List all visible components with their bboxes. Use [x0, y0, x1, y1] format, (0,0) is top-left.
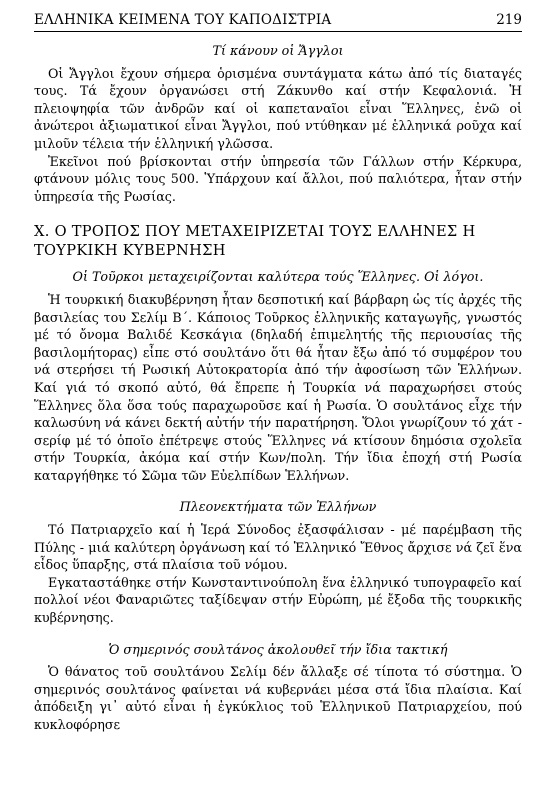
paragraph: Τό Πατριαρχεῖο καί ἡ Ἱερά Σύνοδος ἐξασφάλισαν - μέ παρέμβαση τῆς Πύλης - μιά καλύτερη ὀργάνωση καί τό Ἑλληνικό Ἔθνος ἄρχισε νά ζεῖ ἕνα εἶδος ὕπαρξης, στά πλαίσια τοῦ νόμου. — [34, 522, 522, 573]
spacer — [34, 627, 522, 639]
running-header — [34, 8, 522, 30]
running-title: ΕΛΛΗΝΙΚΑ ΚΕΙΜΕΝΑ ΤΟΥ ΚΑΠΟΔΙΣΤΡΙΑ — [34, 12, 332, 28]
page-number: 219 — [496, 12, 522, 28]
paragraph: Οἱ Ἄγγλοι ἔχουν σήμερα ὁρισμένα συντάγματα κάτω ἀπό τίς διαταγές τους. Τά ἔχουν ὀργανώσει στή Ζάκυνθο καί στήν Κεφαλονιά. Ἡ πλειοψηφία τῶν ἀνδρῶν καί οἱ καπεταναῖοι εἶναι Ἕλληνες, ἐνῶ οἱ ἀνώτεροι ἀξιωματικοί εἶναι Ἄγγλοι, πού ντύθηκαν μέ ἑλληνικά ροῦχα καί μιλοῦν τέλεια τήν ἑλληνική γλῶσσα. — [34, 65, 522, 151]
paragraph: Ἡ τουρκική διακυβέρνηση ἦταν δεσποτική καί βάρβαρη ὡς τίς ἀρχές τῆς βασιλείας του Σελίμ Β΄. Κάποιος Τοῦρκος ἑλληνικῆς καταγωγῆς, γνωστός μέ τό ὄνομα Βαλιδέ Κεσκάγια (δηλαδή ἐπιμελητής τῆς περιουσίας τῆς βασιλομήτορας) εἶπε στό σουλτάνο ὅτι θά ἦταν ἔξω ἀπό τό συμφέρον του νά στερήσει τή Ρωσική Αὐτοκρατορία ἀπό τήν ἀφοσίωση τῶν Ἑλλήνων. Καί γιά τό σκοπό αὐτό, θά ἔπρεπε ἡ Τουρκία νά παραχωρήσει στούς Ἕλληνες ὅλα ὅσα τούς παραχωροῦσε καί ἡ Ρωσία. Ὁ σουλτάνος εἶχε τήν καλωσύνη νά κάνει δεκτή αὐτήν τήν παρατήρηση. Ὅλοι γνωρίζουν τό χάτ - σερίφ μέ τό ὁποῖο ἐπέτρεψε στούς Ἕλληνες νά κτίσουν δημόσια σχολεῖα στήν Τουρκία, ἀκόμα καί στήν Κων/πολη. Τήν ἴδια ἐποχή στή Ρωσία καταργήθηκε τό Σῶμα τῶν Εὐελπίδων Ἑλλήνων. — [34, 291, 522, 483]
book-page — [34, 0, 522, 800]
spacer — [34, 484, 522, 496]
chapter-title: Χ. Ο ΤΡΟΠΟΣ ΠΟΥ ΜΕΤΑΧΕΙΡΙΖΕΤΑΙ ΤΟΥΣ ΕΛΛΗΝΕΣ Η ΤΟΥΡΚΙΚΗ ΚΥΒΕΡΝΗΣΗ — [34, 223, 476, 260]
page-body — [34, 40, 522, 734]
paragraph: Εγκαταστάθηκε στήν Κωνσταντινούπολη ἕνα ἑλληνικό τυπογραφεῖο καί πολλοί νέοι Φαναριῶτες ταξίδεψαν στήν Εὐρώπη, μέ ἔξοδα τῆς τουρκικῆς κυβέρνησης. — [34, 574, 522, 626]
section-heading-advantages: Πλεονεκτήματα τῶν Ἑλλήνων — [179, 499, 377, 515]
section-heading-sultan: Ὁ σημερινός σουλτάνος ἀκολουθεῖ τήν ἴδια τακτική — [108, 641, 448, 657]
section-heading-turks: Οἱ Τοῦρκοι μεταχειρίζονται καλύτερα τούς Ἕλληνες. Οἱ λόγοι. — [72, 269, 484, 285]
paragraph: Ὁ θάνατος τοῦ σουλτάνου Σελίμ δέν ἄλλαξε σέ τίποτα τό σύστημα. Ὁ σημερινός σουλτάνος φαίνεται νά κυβερνάει μέσα στά ἴδια πλαίσια. Καί ἀπόδειξη γι᾽ αὐτό εἶναι ἡ ἐγκύκλιος τοῦ Ἑλληνικοῦ Πατριαρχείου, πού κυκλοφόρησε — [34, 664, 522, 732]
header-rule — [34, 31, 522, 32]
section-heading-english: Τί κάνουν οἱ Ἄγγλοι — [212, 43, 344, 58]
paragraph: Ἐκεῖνοι πού βρίσκονται στήν ὑπηρεσία τῶν Γάλλων στήν Κέρκυρα, φτάνουν μόλις τους 500. Ὑπάρχουν καί ἄλλοι, πού παλιότερα, ἦταν στήν ὑπηρεσία τῆς Ρωσίας. — [34, 153, 522, 204]
